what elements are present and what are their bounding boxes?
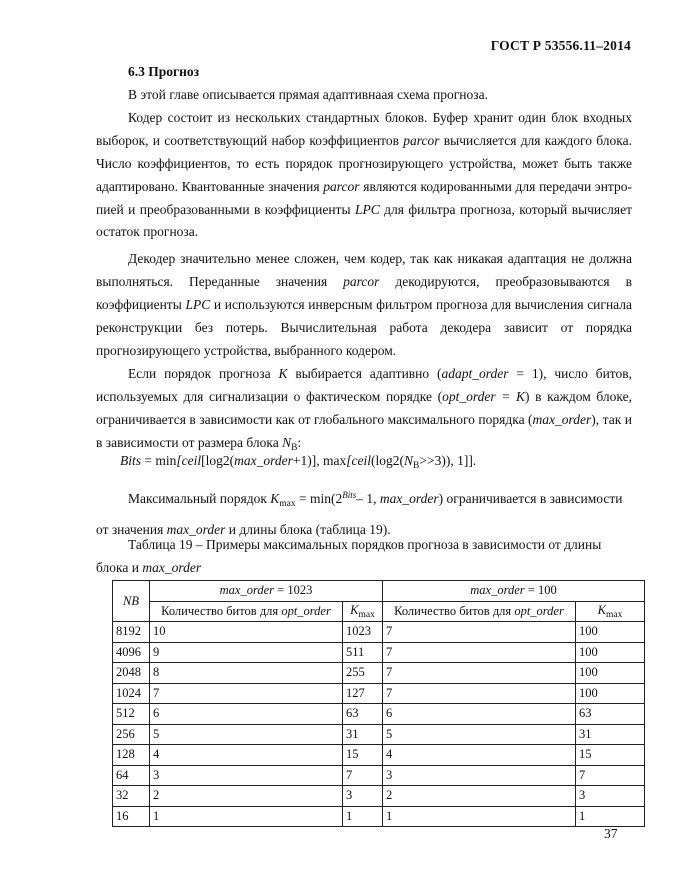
- document-header: ГОСТ Р 53556.11–2014: [490, 38, 631, 53]
- table-row: 1024 7 127 7 100: [113, 683, 645, 704]
- table-row: 128 4 15 4 15: [113, 745, 645, 766]
- table-row: 64 3 7 3 7: [113, 765, 645, 786]
- group-header-1023: max_order = 1023: [150, 581, 383, 602]
- section-title: 6.3 Прогноз: [128, 64, 200, 79]
- group-header-100: max_order = 100: [383, 581, 645, 602]
- column-header-bits-1: Количество битов для opt_order: [150, 601, 343, 622]
- table-row: 16 1 1 1 1: [113, 806, 645, 827]
- kmax-table: [112, 580, 645, 827]
- body-text: [96, 84, 632, 460]
- table-row: 256 5 31 5 31: [113, 724, 645, 745]
- table-row: 512 6 63 6 63: [113, 704, 645, 725]
- column-header-kmax-2: $K_{max}$: [576, 601, 645, 622]
- bits-formula: Bits = min[ceil[log2(max_order+1)], $\max[ceil(\log 2(N_B>>3))$, 1]].: [120, 453, 477, 471]
- table-row: 4096 9 511 7 100: [113, 642, 645, 663]
- table-caption: Таблица 19 – Примеры максимальных порядков прогноза в зависимости от длины блока и max_order: [96, 537, 602, 575]
- column-header-nb: NB: [113, 581, 150, 622]
- column-header-bits-2: Количество битов для opt_order: [383, 601, 576, 622]
- column-header-kmax-1: $K_{max}$: [343, 601, 383, 622]
- table-row: 32 2 3 2 3: [113, 786, 645, 807]
- table-row: 2048 8 255 7 100: [113, 663, 645, 684]
- table-row: 8192 10 1023 7 100: [113, 622, 645, 643]
- paragraph-2: Кодер состоит из нескольких стандартных блоков. Буфер хранит один блок входных выборок, и соответствующий набор коэффициентов parcor вычисляется для каждого блока. Число коэффициентов, то есть порядок прогнозирующего устройства, может быть также адаптировано. Квантованные значения parcor являются кодированными для передачи энтропией и преобразованными в коэффициенты LPC для фильтра прогноза, который вычисляет остаток прогноза.: [96, 109, 632, 240]
- paragraph-3: Декодер значительно менее сложен, чем кодер, так как никакая адаптация не должна выполняться. Переданные значения parcor декодируются, преобразовываются в коэффициенты LPC и используются инверсным фильтром прогноза для вычисления сигнала реконструкции без потерь. Вычислительная работа декодера зависит от порядка прогнозирующего устройства, выбранного кодером.: [96, 251, 633, 358]
- paragraph-4: Если порядок прогноза K выбирается адаптивно (adapt_order = 1), число битов, используемых для сигнализации о фактическом порядке (opt_order = K) в каждом блоке, ограничивается в зависимости как от глобального максимального порядка (max_order), так и в зависимости от размера блока $N_B$:: [96, 365, 633, 453]
- page-number: 37: [604, 826, 618, 841]
- paragraph-1: В этой главе описывается прямая адаптивнаая схема прогноза.: [128, 87, 488, 102]
- kmax-paragraph: Максимальный порядок $K_{max} = \min(2^{Bits}-$ 1, max_order) ограничивается в зависимости от значения max_order и длины блока (таблица 19).: [96, 490, 623, 537]
